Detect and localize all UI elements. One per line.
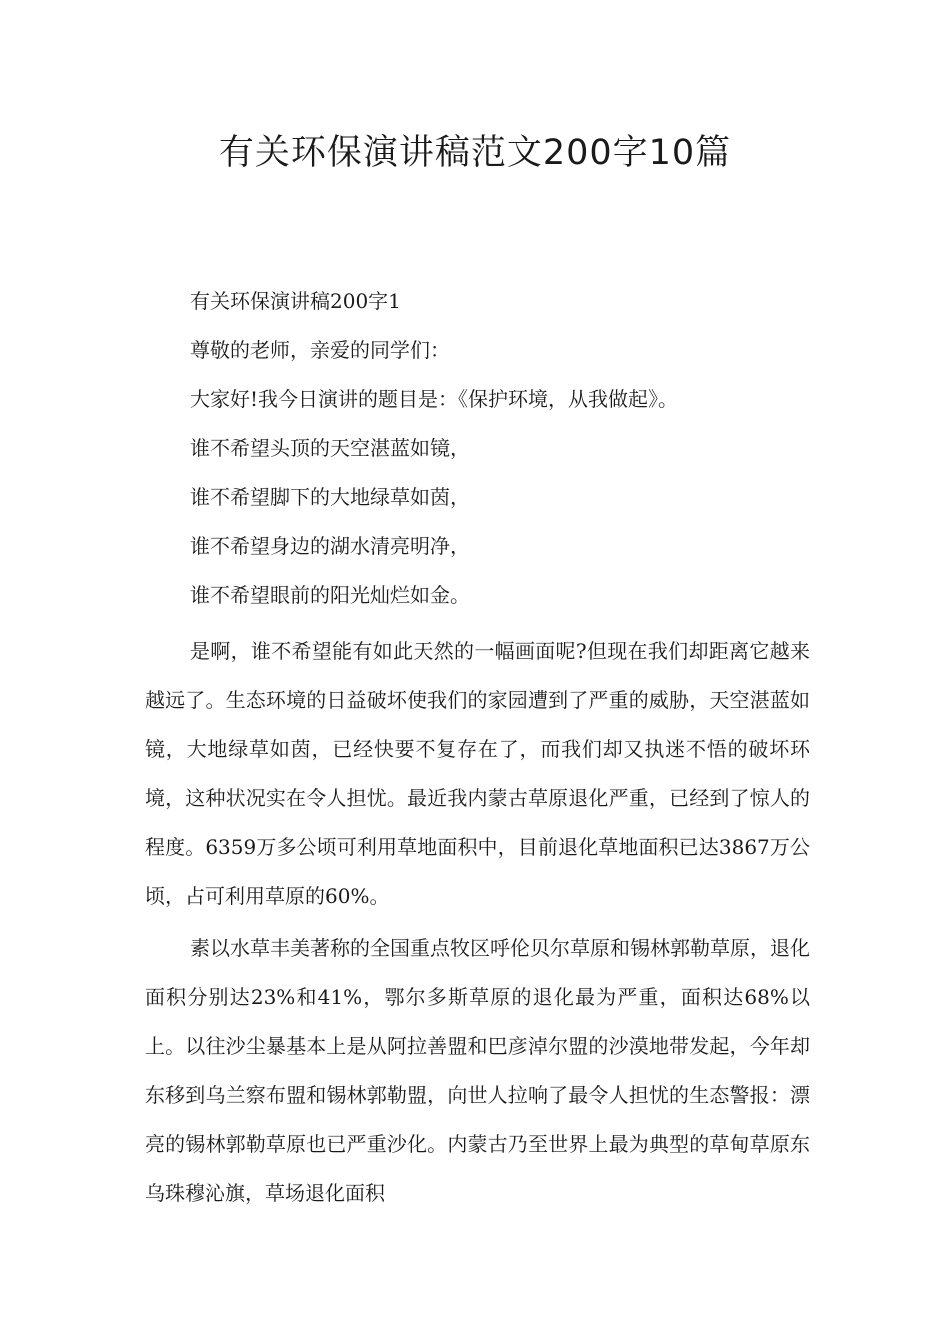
document-title: 有关环保演讲稿范文200字10篇 <box>218 133 732 173</box>
body-paragraph: 素以水草丰美著称的全国重点牧区呼伦贝尔草原和锡林郭勒草原，退化面积分别达23%和41%，鄂尔多斯草原的退化最为严重，面积达68%以上。以往沙尘暴基本上是从阿拉善盟和巴彦淖尔盟的沙漠地带发起，今年却东移到乌兰察布盟和锡林郭勒盟，向世人拉响了最令人担忧的生态警报：漂亮的锡林郭勒草原也已严重沙化。内蒙古乃至世界上最为典型的草甸草原东乌珠穆沁旗，草场退化面积 <box>145 936 810 1205</box>
greeting-line: 大家好!我今日演讲的题目是：《保护环境，从我做起》。 <box>190 387 679 411</box>
verse-line: 谁不希望眼前的阳光灿烂如金。 <box>190 583 470 607</box>
verse-line: 谁不希望头顶的天空湛蓝如镜， <box>190 436 470 460</box>
salutation-line: 尊敬的老师，亲爱的同学们： <box>190 338 450 362</box>
speech-opening <box>190 281 830 624</box>
body-paragraph: 是啊，谁不希望能有如此天然的一幅画面呢?但现在我们却距离它越来越远了。生态环境的日益破坏使我们的家园遭到了严重的威胁，天空湛蓝如镜，大地绿草如茵，已经快要不复存在了，而我们却又执迷不悟的破坏环境，这种状况实在令人担忧。最近我内蒙古草原退化严重，已经到了惊人的程度。6359万多公顷可利用草地面积中，目前退化草地面积已达3867万公顷，占可利用草原的60%。 <box>145 639 810 908</box>
section-heading: 有关环保演讲稿200字1 <box>190 289 401 313</box>
verse-line: 谁不希望脚下的大地绿草如茵， <box>190 485 470 509</box>
verse-line: 谁不希望身边的湖水清亮明净， <box>190 534 470 558</box>
